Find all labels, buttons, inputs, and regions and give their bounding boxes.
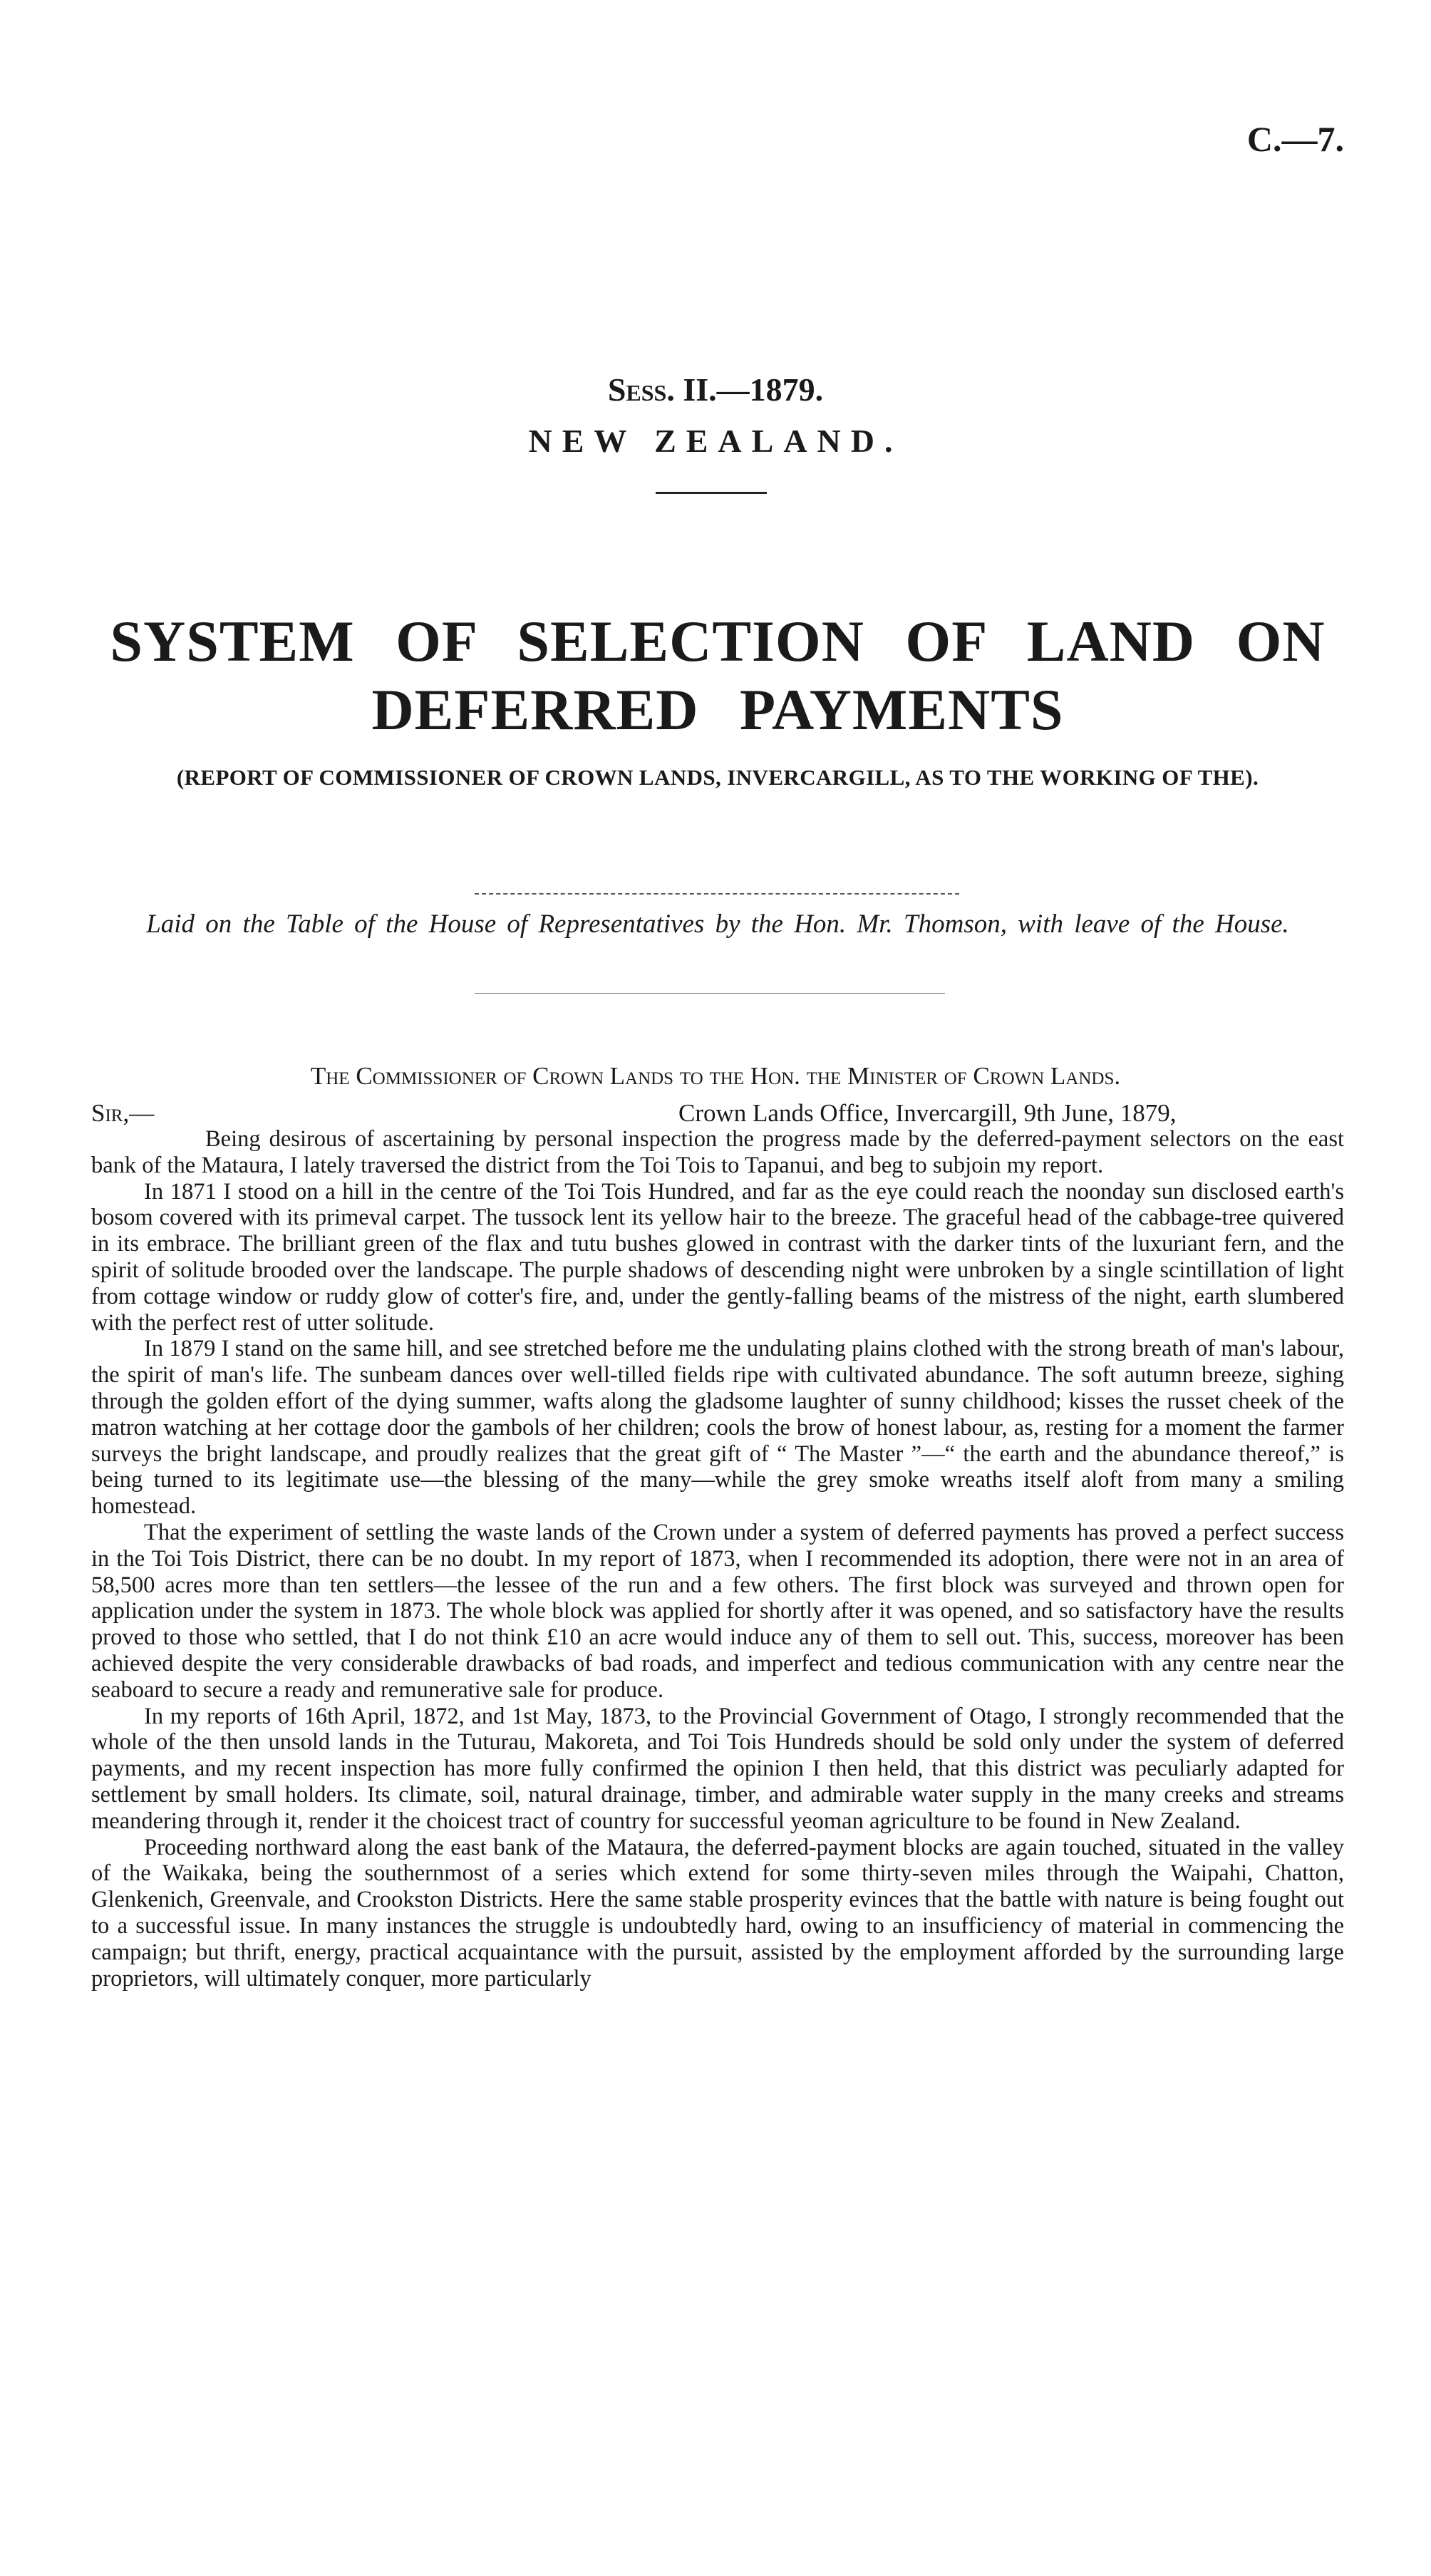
paragraph: Being desirous of ascertaining by personal inspection the progress made by the deferred-payment selectors on the east bank of the Mataura, I lately traversed the district from the Toi Tois to Tapanui, and beg to subjoin my report. — [91, 1126, 1344, 1178]
paragraph: That the experiment of settling the waste lands of the Crown under a system of deferred payments has proved a perfect success in the Toi Tois District, there can be no doubt. In my report of 1873, when I recommended its adoption, there were not in an area of 58,500 acres more than ten settlers—the lessee of the run and a few others. The first block was surveyed and thrown open for application under the system in 1873. The whole block was applied for shortly after it was opened, and so satisfactory have the results proved to those who settled, that I do not think £10 an acre would induce any of them to sell out. This, success, moreover has been achieved despite the very considerable drawbacks of bad roads, and imperfect and tedious communication with any centre near the seaboard to secure a ready and remunerative sale for produce. — [91, 1519, 1344, 1703]
paragraph: In my reports of 16th April, 1872, and 1st May, 1873, to the Provincial Government of Otago, I strongly recommended that the whole of the then unsold lands in the Tuturau, Makoreta, and Toi Tois Hundreds should be sold only under the system of deferred payments, and my recent inspection has more fully confirmed the opinion I then held, that this district was peculiarly adapted for settlement by small holders. Its climate, soil, natural drainage, timber, and admirable water supply in the many creeks and streams meandering through it, render it the choicest tract of country for successful yeoman agriculture to be found in New Zealand. — [91, 1703, 1344, 1834]
letter-salutation: Sir,— — [91, 1099, 155, 1127]
letter-dateline: Crown Lands Office, Invercargill, 9th June, 1879, — [678, 1099, 1177, 1127]
divider-short — [656, 492, 767, 494]
paragraph: In 1879 I stand on the same hill, and see stretched before me the undulating plains clothed with the strong breath of man's labour, the spirit of man's life. The sunbeam dances over well-tilled fields ripe with cultivated abundance. The soft autumn breeze, sighing through the golden effort of the dying summer, wafts along the gladsome laughter of sunny childhood; kisses the russet cheek of the matron watching at her cottage door the gambols of her children; cools the brow of honest labour, as, resting for a moment the farmer surveys the bright landscape, and proudly realizes that the great gift of “ The Master ”—“ the earth and the abundance thereof,” is being turned to its legitimate use—the blessing of the many—while the grey smoke wreaths itself aloft from many a smiling homestead. — [91, 1336, 1344, 1520]
divider-dotted — [475, 893, 959, 895]
paragraph: In 1871 I stood on a hill in the centre of the Toi Tois Hundred, and far as the eye could reach the noonday sun disclosed earth's bosom covered with its primeval carpet. The tussock lent its yellow hair to the breeze. The graceful head of the cabbage-tree quivered in its embrace. The brilliant green of the flax and tutu bushes glowed in contrast with the darker tints of the luxuriant fern, and the spirit of solitude brooded over the landscape. The purple shadows of descending night were unbroken by a single scintillation of light from cottage window or ruddy glow of cotter's fire, and, under the gently-falling beams of the mistress of the night, earth slumbered with the perfect rest of utter solitude. — [91, 1178, 1344, 1336]
country-heading: NEW ZEALAND. — [528, 423, 903, 459]
letter-body — [91, 1126, 1344, 1992]
paragraph: Proceeding northward along the east bank of the Mataura, the deferred-payment blocks are again touched, situated in the valley of the Waikaka, being the southernmost of a series which extend for some thirty-seven miles through the Waipahi, Chatton, Glenkenich, Greenvale, and Crookston Districts. Here the same stable prosperity evinces that the battle with nature is being fought out to a successful issue. In many instances the struggle is undoubtedly hard, owing to an insufficiency of material in commencing the campaign; but thrift, energy, practical acquaintance with the pursuit, assisted by the employment afforded by the surrounding large proprietors, will ultimately conquer, more particularly — [91, 1834, 1344, 1992]
page-reference: C.—7. — [1246, 119, 1344, 159]
session-line: Sess. II.—1879. — [607, 371, 824, 408]
document-subtitle: (REPORT OF COMMISSIONER OF CROWN LANDS, INVERCARGILL, AS TO THE WORKING OF THE). — [176, 765, 1259, 790]
letter-heading: The Commissioner of Crown Lands to the Hon. the Minister of Crown Lands. — [310, 1062, 1121, 1090]
document-title: SYSTEM OF SELECTION OF LAND ON DEFERRED PAYMENTS — [110, 609, 1326, 742]
divider-thin — [475, 993, 945, 994]
laid-on-table-note: Laid on the Table of the House of Representatives by the Hon. Mr. Thomson, with leave of the House. — [146, 910, 1289, 939]
